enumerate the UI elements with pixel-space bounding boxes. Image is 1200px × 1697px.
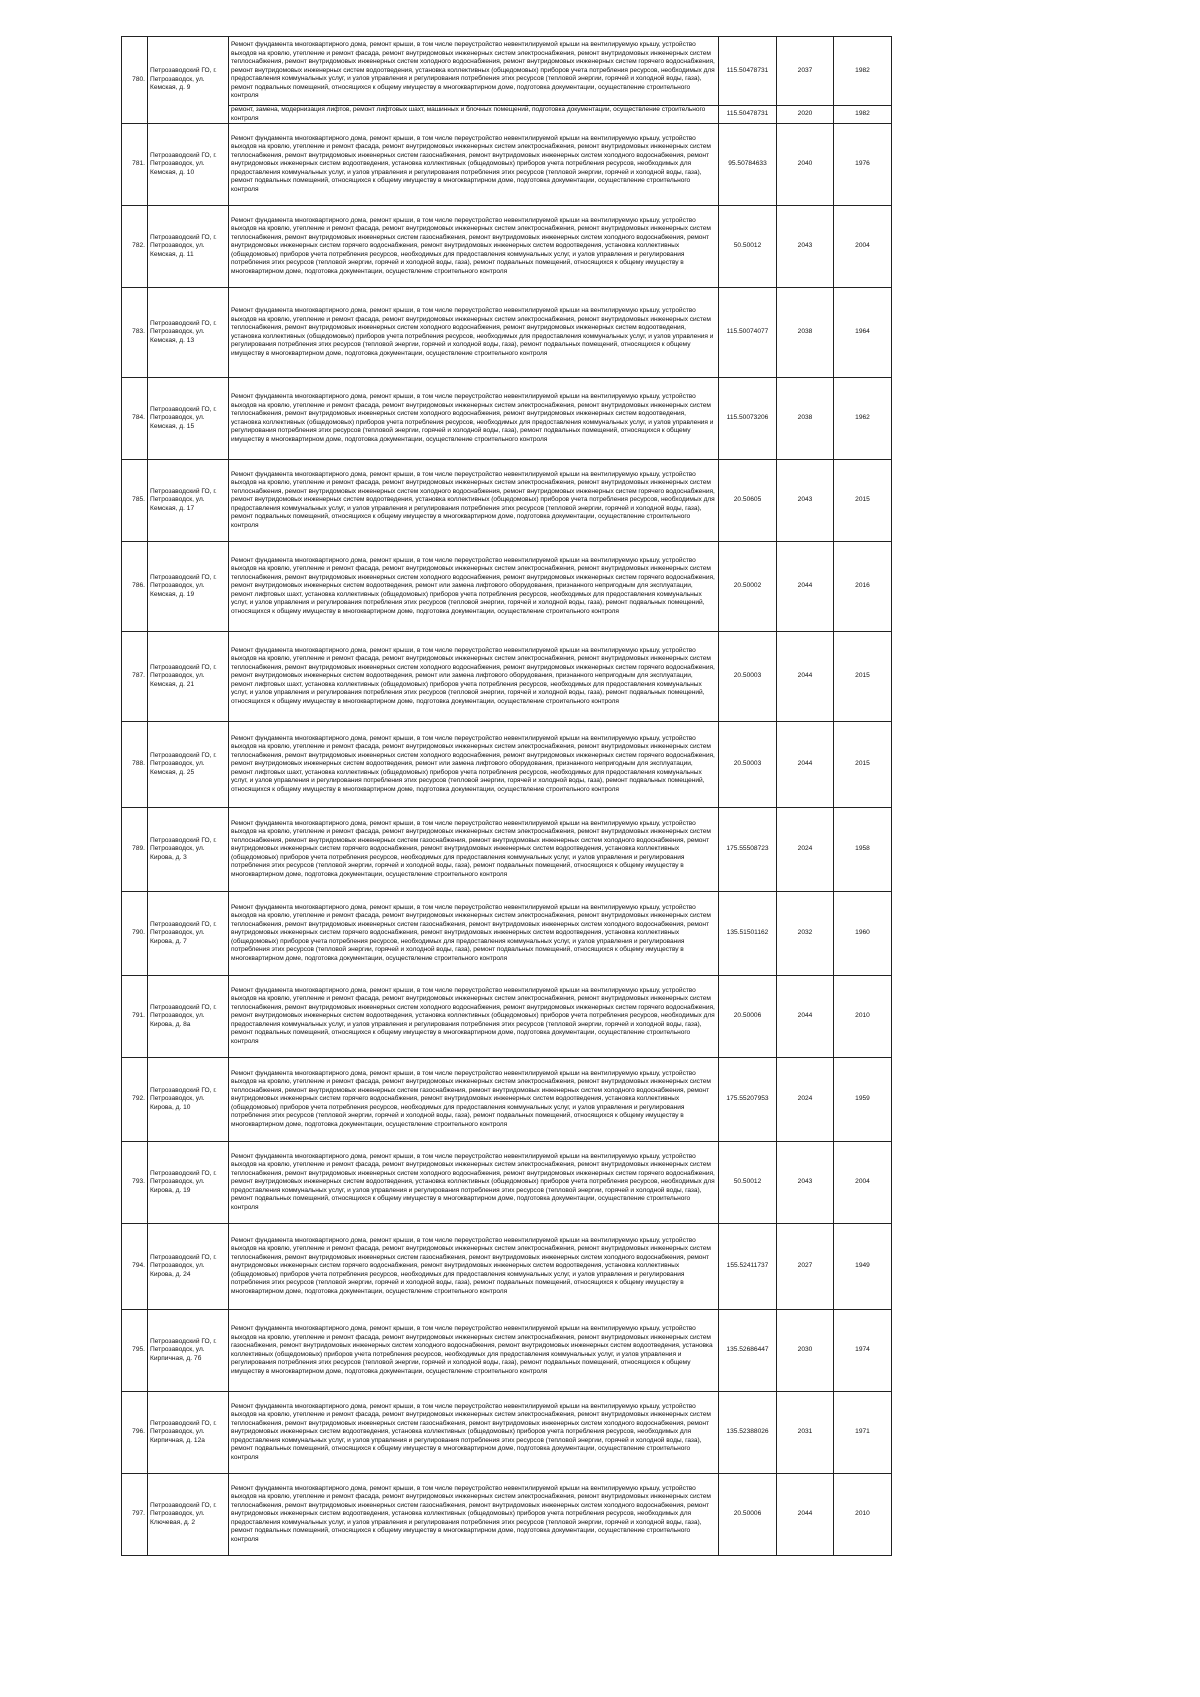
works-description-cell: Ремонт фундамента многоквартирного дома, ремонт крыши, в том числе переустройство невентилируемой крыши на вентилируемую крышу, устройство выходов на кровлю, утепление и ремонт фасада, ремонт внутридомовых инженерных систем электроснабжения, ремонт внутридомовых инженерных систем теплоснабжения, ремонт внутридомовых инженерных систем холодного водоснабжения, ремонт внутридомовых инженерных систем горячего водоснабжения, ремонт внутридомовых инженерных систем водоотведения, ремонт или замена лифтового оборудования, признанного непригодным для эксплуатации, ремонт лифтовых шахт, установка коллективных (общедомовых) приборов учета потребления ресурсов, необходимых для предоставления коммунальных услуг, и узлов управления и регулирования потребления этих ресурсов (тепловой энергии, горячей и холодной воды, газа), ремонт подвальных помещений, относящихся к общему имуществу в многоквартирном доме, подготовка документации, осуществление строительного контроля: [229, 632, 719, 722]
row-number: 794.: [122, 1224, 148, 1310]
planned-year-cell: 2032: [777, 892, 834, 976]
address-cell: Петрозаводский ГО, г. Петрозаводск, ул. Кирова, д. 8а: [148, 976, 229, 1058]
cost-cell: 135.52388026: [719, 1392, 777, 1474]
address-cell: Петрозаводский ГО, г. Петрозаводск, ул. Кемская, д. 9: [148, 37, 229, 124]
address-cell: Петрозаводский ГО, г. Петрозаводск, ул. Кирпичная, д. 7б: [148, 1310, 229, 1392]
row-number: 796.: [122, 1392, 148, 1474]
cost-cell: 20.50002: [719, 542, 777, 632]
construction-year-cell: 2010: [834, 976, 892, 1058]
table-body: [122, 37, 892, 1556]
row-number: 786.: [122, 542, 148, 632]
planned-year-cell: 2027: [777, 1224, 834, 1310]
address-cell: Петрозаводский ГО, г. Петрозаводск, ул. Кемская, д. 25: [148, 722, 229, 808]
planned-year-cell: 2038: [777, 288, 834, 378]
planned-year-cell: 2030: [777, 1310, 834, 1392]
works-description-cell: Ремонт фундамента многоквартирного дома, ремонт крыши, в том числе переустройство невентилируемой крыши на вентилируемую крышу, устройство выходов на кровлю, утепление и ремонт фасада, ремонт внутридомовых инженерных систем электроснабжения, ремонт внутридомовых инженерных систем теплоснабжения, ремонт внутридомовых инженерных систем газоснабжения, ремонт внутридомовых инженерных систем холодного водоснабжения, ремонт внутридомовых инженерных систем горячего водоснабжения, ремонт внутридомовых инженерных систем водоотведения, установка коллективных (общедомовых) приборов учета потребления ресурсов, необходимых для предоставления коммунальных услуг, и узлов управления и регулирования потребления этих ресурсов (тепловой энергии, горячей и холодной воды, газа), ремонт подвальных помещений, относящихся к общему имуществу в многоквартирном доме, подготовка документации, осуществление строительного контроля: [229, 892, 719, 976]
cost-cell: 20.50006: [719, 976, 777, 1058]
works-description-cell: Ремонт фундамента многоквартирного дома, ремонт крыши, в том числе переустройство невентилируемой крыши на вентилируемую крышу, устройство выходов на кровлю, утепление и ремонт фасада, ремонт внутридомовых инженерных систем электроснабжения, ремонт внутридомовых инженерных систем теплоснабжения, ремонт внутридомовых инженерных систем газоснабжения, ремонт внутридомовых инженерных систем холодного водоснабжения, ремонт внутридомовых инженерных систем горячего водоснабжения, ремонт внутридомовых инженерных систем водоотведения, установка коллективных (общедомовых) приборов учета потребления ресурсов, необходимых для предоставления коммунальных услуг, и узлов управления и регулирования потребления этих ресурсов (тепловой энергии, горячей и холодной воды, газа), ремонт подвальных помещений, относящихся к общему имуществу в многоквартирном доме, подготовка документации, осуществление строительного контроля: [229, 808, 719, 892]
table-row: [122, 1392, 892, 1474]
cost-cell: 20.50003: [719, 722, 777, 808]
row-number: 784.: [122, 378, 148, 460]
table-row: [122, 106, 892, 124]
construction-year-cell: 2015: [834, 460, 892, 542]
construction-year-cell: 1949: [834, 1224, 892, 1310]
cost-cell: 20.50006: [719, 1474, 777, 1556]
construction-year-cell: 1982: [834, 106, 892, 124]
construction-year-cell: 2016: [834, 542, 892, 632]
row-number: 785.: [122, 460, 148, 542]
cost-cell: 135.52686447: [719, 1310, 777, 1392]
table-row: [122, 1058, 892, 1142]
address-cell: Петрозаводский ГО, г. Петрозаводск, ул. Кирпичная, д. 12а: [148, 1392, 229, 1474]
construction-year-cell: 1971: [834, 1392, 892, 1474]
cost-cell: 155.52411737: [719, 1224, 777, 1310]
works-description-cell: Ремонт фундамента многоквартирного дома, ремонт крыши, в том числе переустройство невентилируемой крыши на вентилируемую крышу, устройство выходов на кровлю, утепление и ремонт фасада, ремонт внутридомовых инженерных систем электроснабжения, ремонт внутридомовых инженерных систем теплоснабжения, ремонт внутридомовых инженерных систем газоснабжения, ремонт внутридомовых инженерных систем холодного водоснабжения, ремонт внутридомовых инженерных систем водоотведения, установка коллективных (общедомовых) приборов учета потребления ресурсов, необходимых для предоставления коммунальных услуг, и узлов управления и регулирования потребления этих ресурсов (тепловой энергии, горячей и холодной воды, газа), ремонт подвальных помещений, относящихся к общему имуществу в многоквартирном доме, подготовка документации, осуществление строительного контроля: [229, 1392, 719, 1474]
address-cell: Петрозаводский ГО, г. Петрозаводск, ул. Кирова, д. 3: [148, 808, 229, 892]
address-cell: Петрозаводский ГО, г. Петрозаводск, ул. Кемская, д. 19: [148, 542, 229, 632]
cost-cell: 175.55508723: [719, 808, 777, 892]
table-row: [122, 460, 892, 542]
address-cell: Петрозаводский ГО, г. Петрозаводск, ул. Кемская, д. 15: [148, 378, 229, 460]
works-description-cell: Ремонт фундамента многоквартирного дома, ремонт крыши, в том числе переустройство невентилируемой крыши на вентилируемую крышу, устройство выходов на кровлю, утепление и ремонт фасада, ремонт внутридомовых инженерных систем электроснабжения, ремонт внутридомовых инженерных систем теплоснабжения, ремонт внутридомовых инженерных систем газоснабжения, ремонт внутридомовых инженерных систем холодного водоснабжения, ремонт внутридомовых инженерных систем горячего водоснабжения, ремонт внутридомовых инженерных систем водоотведения, установка коллективных (общедомовых) приборов учета потребления ресурсов, необходимых для предоставления коммунальных услуг, и узлов управления и регулирования потребления этих ресурсов (тепловой энергии, горячей и холодной воды, газа), ремонт подвальных помещений, относящихся к общему имуществу в многоквартирном доме, подготовка документации, осуществление строительного контроля: [229, 1224, 719, 1310]
table-row: [122, 1142, 892, 1224]
construction-year-cell: 1962: [834, 378, 892, 460]
address-cell: Петрозаводский ГО, г. Петрозаводск, ул. Ключевая, д. 2: [148, 1474, 229, 1556]
construction-year-cell: 1976: [834, 124, 892, 206]
planned-year-cell: 2044: [777, 632, 834, 722]
address-cell: Петрозаводский ГО, г. Петрозаводск, ул. Кемская, д. 10: [148, 124, 229, 206]
address-cell: Петрозаводский ГО, г. Петрозаводск, ул. Кемская, д. 11: [148, 206, 229, 288]
row-number: 793.: [122, 1142, 148, 1224]
document-page: [121, 36, 891, 1556]
construction-year-cell: 2015: [834, 722, 892, 808]
table-row: [122, 542, 892, 632]
table-row: [122, 632, 892, 722]
table-row: [122, 808, 892, 892]
address-cell: Петрозаводский ГО, г. Петрозаводск, ул. Кемская, д. 13: [148, 288, 229, 378]
table-row: [122, 124, 892, 206]
cost-cell: 175.55207953: [719, 1058, 777, 1142]
works-description-cell: Ремонт фундамента многоквартирного дома, ремонт крыши, в том числе переустройство невентилируемой крыши на вентилируемую крышу, устройство выходов на кровлю, утепление и ремонт фасада, ремонт внутридомовых инженерных систем электроснабжения, ремонт внутридомовых инженерных систем теплоснабжения, ремонт внутридомовых инженерных систем холодного водоснабжения, ремонт внутридомовых инженерных систем горячего водоснабжения, ремонт внутридомовых инженерных систем водоотведения, установка коллективных (общедомовых) приборов учета потребления ресурсов, необходимых для предоставления коммунальных услуг, и узлов управления и регулирования потребления этих ресурсов (тепловой энергии, горячей и холодной воды, газа), ремонт подвальных помещений, относящихся к общему имуществу в многоквартирном доме, подготовка документации, осуществление строительного контроля: [229, 460, 719, 542]
row-number: 787.: [122, 632, 148, 722]
cost-cell: 50.50012: [719, 206, 777, 288]
row-number: 789.: [122, 808, 148, 892]
planned-year-cell: 2024: [777, 1058, 834, 1142]
row-number: 782.: [122, 206, 148, 288]
planned-year-cell: 2020: [777, 106, 834, 124]
row-number: 795.: [122, 1310, 148, 1392]
construction-year-cell: 1958: [834, 808, 892, 892]
cost-cell: 20.50003: [719, 632, 777, 722]
planned-year-cell: 2044: [777, 542, 834, 632]
table-row: [122, 976, 892, 1058]
works-description-cell: Ремонт фундамента многоквартирного дома, ремонт крыши, в том числе переустройство невентилируемой крыши на вентилируемую крышу, устройство выходов на кровлю, утепление и ремонт фасада, ремонт внутридомовых инженерных систем электроснабжения, ремонт внутридомовых инженерных систем теплоснабжения, ремонт внутридомовых инженерных систем холодного водоснабжения, ремонт внутридомовых инженерных систем горячего водоснабжения, ремонт внутридомовых инженерных систем водоотведения, ремонт или замена лифтового оборудования, признанного непригодным для эксплуатации, ремонт лифтовых шахт, установка коллективных (общедомовых) приборов учета потребления ресурсов, необходимых для предоставления коммунальных услуг, и узлов управления и регулирования потребления этих ресурсов (тепловой энергии, горячей и холодной воды, газа), ремонт подвальных помещений, относящихся к общему имуществу в многоквартирном доме, подготовка документации, осуществление строительного контроля: [229, 542, 719, 632]
planned-year-cell: 2031: [777, 1392, 834, 1474]
construction-year-cell: 2015: [834, 632, 892, 722]
construction-year-cell: 1959: [834, 1058, 892, 1142]
cost-cell: 115.50478731: [719, 106, 777, 124]
works-description-cell: Ремонт фундамента многоквартирного дома, ремонт крыши, в том числе переустройство невентилируемой крыши на вентилируемую крышу, устройство выходов на кровлю, утепление и ремонт фасада, ремонт внутридомовых инженерных систем электроснабжения, ремонт внутридомовых инженерных систем теплоснабжения, ремонт внутридомовых инженерных систем газоснабжения, ремонт внутридомовых инженерных систем холодного водоснабжения, ремонт внутридомовых инженерных систем горячего водоснабжения, ремонт внутридомовых инженерных систем водоотведения, установка коллективных (общедомовых) приборов учета потребления ресурсов, необходимых для предоставления коммунальных услуг, и узлов управления и регулирования потребления этих ресурсов (тепловой энергии, горячей и холодной воды, газа), ремонт подвальных помещений, относящихся к общему имуществу в многоквартирном доме, подготовка документации, осуществление строительного контроля: [229, 206, 719, 288]
works-description-cell: Ремонт фундамента многоквартирного дома, ремонт крыши, в том числе переустройство невентилируемой крыши на вентилируемую крышу, устройство выходов на кровлю, утепление и ремонт фасада, ремонт внутридомовых инженерных систем электроснабжения, ремонт внутридомовых инженерных систем теплоснабжения, ремонт внутридомовых инженерных систем газоснабжения, ремонт внутридомовых инженерных систем холодного водоснабжения, ремонт внутридомовых инженерных систем водоотведения, установка коллективных (общедомовых) приборов учета потребления ресурсов, необходимых для предоставления коммунальных услуг, и узлов управления и регулирования потребления этих ресурсов (тепловой энергии, горячей и холодной воды, газа), ремонт подвальных помещений, относящихся к общему имуществу в многоквартирном доме, подготовка документации, осуществление строительного контроля: [229, 124, 719, 206]
row-number: 791.: [122, 976, 148, 1058]
table-row: [122, 206, 892, 288]
works-description-cell: Ремонт фундамента многоквартирного дома, ремонт крыши, в том числе переустройство невентилируемой крыши на вентилируемую крышу, устройство выходов на кровлю, утепление и ремонт фасада, ремонт внутридомовых инженерных систем электроснабжения, ремонт внутридомовых инженерных систем теплоснабжения, ремонт внутридомовых инженерных систем холодного водоснабжения, ремонт внутридомовых инженерных систем горячего водоснабжения, ремонт внутридомовых инженерных систем водоотведения, установка коллективных (общедомовых) приборов учета потребления ресурсов, необходимых для предоставления коммунальных услуг, и узлов управления и регулирования потребления этих ресурсов (тепловой энергии, горячей и холодной воды, газа), ремонт подвальных помещений, относящихся к общему имуществу в многоквартирном доме, подготовка документации, осуществление строительного контроля: [229, 976, 719, 1058]
planned-year-cell: 2043: [777, 206, 834, 288]
repair-schedule-table: [121, 36, 892, 1556]
works-description-cell: ремонт, замена, модернизация лифтов, ремонт лифтовых шахт, машинных и блочных помещений, подготовка документации, осуществление строительного контроля: [229, 106, 719, 124]
planned-year-cell: 2038: [777, 378, 834, 460]
row-number: 781.: [122, 124, 148, 206]
row-number: 792.: [122, 1058, 148, 1142]
construction-year-cell: 1974: [834, 1310, 892, 1392]
planned-year-cell: 2044: [777, 976, 834, 1058]
row-number: 783.: [122, 288, 148, 378]
cost-cell: 115.50073206: [719, 378, 777, 460]
planned-year-cell: 2043: [777, 460, 834, 542]
works-description-cell: Ремонт фундамента многоквартирного дома, ремонт крыши, в том числе переустройство невентилируемой крыши на вентилируемую крышу, устройство выходов на кровлю, утепление и ремонт фасада, ремонт внутридомовых инженерных систем электроснабжения, ремонт внутридомовых инженерных систем теплоснабжения, ремонт внутридомовых инженерных систем холодного водоснабжения, ремонт внутридомовых инженерных систем горячего водоснабжения, ремонт внутридомовых инженерных систем водоотведения, ремонт или замена лифтового оборудования, признанного непригодным для эксплуатации, ремонт лифтовых шахт, установка коллективных (общедомовых) приборов учета потребления ресурсов, необходимых для предоставления коммунальных услуг, и узлов управления и регулирования потребления этих ресурсов (тепловой энергии, горячей и холодной воды, газа), ремонт подвальных помещений, относящихся к общему имуществу в многоквартирном доме, подготовка документации, осуществление строительного контроля: [229, 722, 719, 808]
works-description-cell: Ремонт фундамента многоквартирного дома, ремонт крыши, в том числе переустройство невентилируемой крыши на вентилируемую крышу, устройство выходов на кровлю, утепление и ремонт фасада, ремонт внутридомовых инженерных систем электроснабжения, ремонт внутридомовых инженерных систем теплоснабжения, ремонт внутридомовых инженерных систем холодного водоснабжения, ремонт внутридомовых инженерных систем водоотведения, установка коллективных (общедомовых) приборов учета потребления ресурсов, необходимых для предоставления коммунальных услуг, и узлов управления и регулирования потребления этих ресурсов (тепловой энергии, горячей и холодной воды, газа), ремонт подвальных помещений, относящихся к общему имуществу в многоквартирном доме, подготовка документации, осуществление строительного контроля: [229, 288, 719, 378]
table-row: [122, 892, 892, 976]
construction-year-cell: 1964: [834, 288, 892, 378]
construction-year-cell: 2004: [834, 206, 892, 288]
row-number: 797.: [122, 1474, 148, 1556]
address-cell: Петрозаводский ГО, г. Петрозаводск, ул. Кирова, д. 7: [148, 892, 229, 976]
cost-cell: 135.51501162: [719, 892, 777, 976]
address-cell: Петрозаводский ГО, г. Петрозаводск, ул. Кемская, д. 21: [148, 632, 229, 722]
works-description-cell: Ремонт фундамента многоквартирного дома, ремонт крыши, в том числе переустройство невентилируемой крыши на вентилируемую крышу, устройство выходов на кровлю, утепление и ремонт фасада, ремонт внутридомовых инженерных систем электроснабжения, ремонт внутридомовых инженерных систем теплоснабжения, ремонт внутридомовых инженерных систем холодного водоснабжения, ремонт внутридомовых инженерных систем водоотведения, установка коллективных (общедомовых) приборов учета потребления ресурсов, необходимых для предоставления коммунальных услуг, и узлов управления и регулирования потребления этих ресурсов (тепловой энергии, горячей и холодной воды, газа), ремонт подвальных помещений, относящихся к общему имуществу в многоквартирном доме, подготовка документации, осуществление строительного контроля: [229, 378, 719, 460]
cost-cell: 95.50784633: [719, 124, 777, 206]
works-description-cell: Ремонт фундамента многоквартирного дома, ремонт крыши, в том числе переустройство невентилируемой крыши на вентилируемую крышу, устройство выходов на кровлю, утепление и ремонт фасада, ремонт внутридомовых инженерных систем электроснабжения, ремонт внутридомовых инженерных систем теплоснабжения, ремонт внутридомовых инженерных систем холодного водоснабжения, ремонт внутридомовых инженерных систем горячего водоснабжения, ремонт внутридомовых инженерных систем водоотведения, установка коллективных (общедомовых) приборов учета потребления ресурсов, необходимых для предоставления коммунальных услуг, и узлов управления и регулирования потребления этих ресурсов (тепловой энергии, горячей и холодной воды, газа), ремонт подвальных помещений, относящихся к общему имуществу в многоквартирном доме, подготовка документации, осуществление строительного контроля: [229, 1142, 719, 1224]
planned-year-cell: 2037: [777, 37, 834, 106]
row-number: 780.: [122, 37, 148, 124]
planned-year-cell: 2040: [777, 124, 834, 206]
construction-year-cell: 1960: [834, 892, 892, 976]
works-description-cell: Ремонт фундамента многоквартирного дома, ремонт крыши, в том числе переустройство невентилируемой крыши на вентилируемую крышу, устройство выходов на кровлю, утепление и ремонт фасада, ремонт внутридомовых инженерных систем электроснабжения, ремонт внутридомовых инженерных систем теплоснабжения, ремонт внутридомовых инженерных систем холодного водоснабжения, ремонт внутридомовых инженерных систем горячего водоснабжения, ремонт внутридомовых инженерных систем водоотведения, установка коллективных (общедомовых) приборов учета потребления ресурсов, необходимых для предоставления коммунальных услуг, и узлов управления и регулирования потребления этих ресурсов (тепловой энергии, горячей и холодной воды, газа), ремонт подвальных помещений, относящихся к общему имуществу в многоквартирном доме, подготовка документации, осуществление строительного контроля: [229, 37, 719, 106]
address-cell: Петрозаводский ГО, г. Петрозаводск, ул. Кирова, д. 24: [148, 1224, 229, 1310]
works-description-cell: Ремонт фундамента многоквартирного дома, ремонт крыши, в том числе переустройство невентилируемой крыши на вентилируемую крышу, устройство выходов на кровлю, утепление и ремонт фасада, ремонт внутридомовых инженерных систем электроснабжения, ремонт внутридомовых инженерных систем теплоснабжения, ремонт внутридомовых инженерных систем газоснабжения, ремонт внутридомовых инженерных систем холодного водоснабжения, ремонт внутридомовых инженерных систем водоотведения, установка коллективных (общедомовых) приборов учета потребления ресурсов, необходимых для предоставления коммунальных услуг, и узлов управления и регулирования потребления этих ресурсов (тепловой энергии, горячей и холодной воды, газа), ремонт подвальных помещений, относящихся к общему имуществу в многоквартирном доме, подготовка документации, осуществление строительного контроля: [229, 1474, 719, 1556]
address-cell: Петрозаводский ГО, г. Петрозаводск, ул. Кирова, д. 10: [148, 1058, 229, 1142]
construction-year-cell: 1982: [834, 37, 892, 106]
cost-cell: 50.50012: [719, 1142, 777, 1224]
row-number: 790.: [122, 892, 148, 976]
table-row: [122, 1310, 892, 1392]
table-row: [122, 1224, 892, 1310]
table-row: [122, 1474, 892, 1556]
address-cell: Петрозаводский ГО, г. Петрозаводск, ул. Кемская, д. 17: [148, 460, 229, 542]
cost-cell: 115.50074077: [719, 288, 777, 378]
planned-year-cell: 2044: [777, 1474, 834, 1556]
table-row: [122, 722, 892, 808]
planned-year-cell: 2044: [777, 722, 834, 808]
table-row: [122, 378, 892, 460]
table-row: [122, 37, 892, 106]
construction-year-cell: 2004: [834, 1142, 892, 1224]
works-description-cell: Ремонт фундамента многоквартирного дома, ремонт крыши, в том числе переустройство невентилируемой крыши на вентилируемую крышу, устройство выходов на кровлю, утепление и ремонт фасада, ремонт внутридомовых инженерных систем электроснабжения, ремонт внутридомовых инженерных систем газоснабжения, ремонт внутридомовых инженерных систем холодного водоснабжения, ремонт внутридомовых инженерных систем водоотведения, установка коллективных (общедомовых) приборов учета потребления ресурсов, необходимых для предоставления коммунальных услуг, и узлов управления и регулирования потребления этих ресурсов (тепловой энергии, горячей и холодной воды, газа), ремонт подвальных помещений, относящихся к общему имуществу в многоквартирном доме, подготовка документации, осуществление строительного контроля: [229, 1310, 719, 1392]
table-row: [122, 288, 892, 378]
planned-year-cell: 2024: [777, 808, 834, 892]
planned-year-cell: 2043: [777, 1142, 834, 1224]
address-cell: Петрозаводский ГО, г. Петрозаводск, ул. Кирова, д. 19: [148, 1142, 229, 1224]
row-number: 788.: [122, 722, 148, 808]
construction-year-cell: 2010: [834, 1474, 892, 1556]
cost-cell: 20.50605: [719, 460, 777, 542]
cost-cell: 115.50478731: [719, 37, 777, 106]
works-description-cell: Ремонт фундамента многоквартирного дома, ремонт крыши, в том числе переустройство невентилируемой крыши на вентилируемую крышу, устройство выходов на кровлю, утепление и ремонт фасада, ремонт внутридомовых инженерных систем электроснабжения, ремонт внутридомовых инженерных систем теплоснабжения, ремонт внутридомовых инженерных систем газоснабжения, ремонт внутридомовых инженерных систем холодного водоснабжения, ремонт внутридомовых инженерных систем горячего водоснабжения, ремонт внутридомовых инженерных систем водоотведения, установка коллективных (общедомовых) приборов учета потребления ресурсов, необходимых для предоставления коммунальных услуг, и узлов управления и регулирования потребления этих ресурсов (тепловой энергии, горячей и холодной воды, газа), ремонт подвальных помещений, относящихся к общему имуществу в многоквартирном доме, подготовка документации, осуществление строительного контроля: [229, 1058, 719, 1142]
